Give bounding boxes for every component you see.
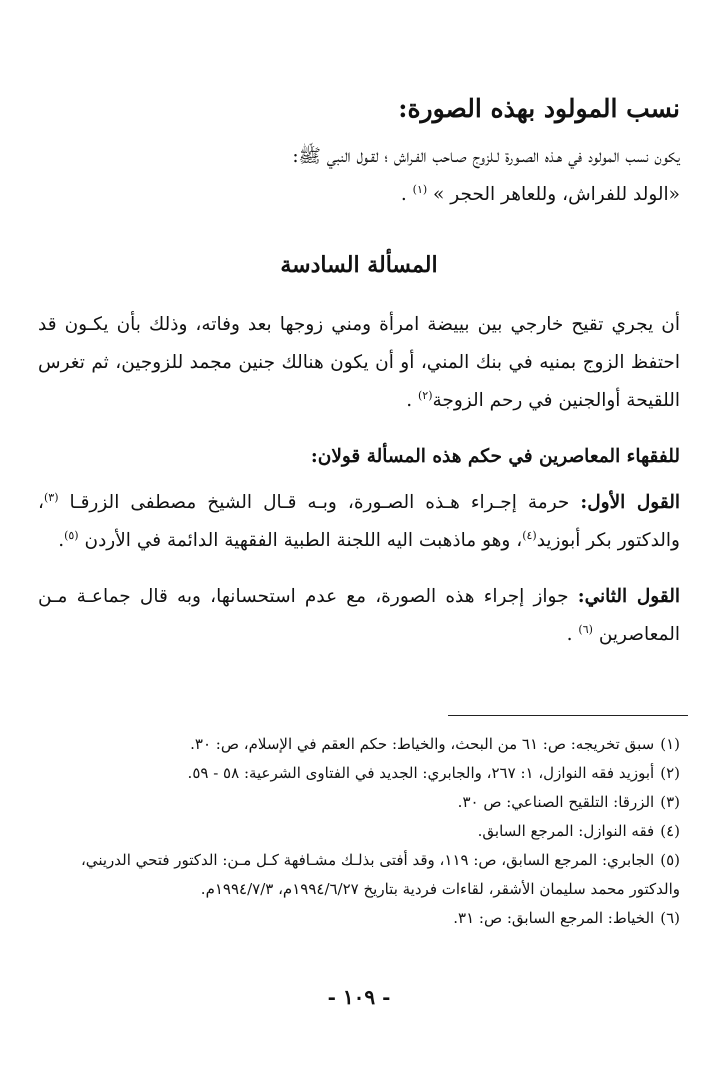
footnote-number: (١) bbox=[660, 735, 680, 753]
footnote-number: (٥) bbox=[660, 851, 680, 869]
footnote-text: الخياط: المرجع السابق: ص: ٣١. bbox=[453, 909, 655, 927]
footnote-5 bbox=[38, 846, 680, 904]
footnote-ref-4: (٤) bbox=[522, 528, 537, 542]
opinion-1-text-a: حرمة إجـراء هـذه الصـورة، وبـه قـال الشيخ مصطفى الزرقـا bbox=[69, 492, 570, 513]
paragraph-1 bbox=[38, 138, 680, 214]
opinion-1-text-b: ، والدكتور بكر أبوزيد bbox=[38, 492, 680, 551]
paragraph-2-body bbox=[38, 306, 680, 420]
footnote-number: (٣) bbox=[660, 793, 680, 811]
section-title: المسألة السادسة bbox=[280, 252, 438, 278]
opinion-2-body bbox=[38, 578, 680, 654]
footnote-text: أبوزيد فقه النوازل، ١: ٢٦٧، والجابري: الجديد في الفتاوى الشرعية: ٥٨ - ٥٩. bbox=[187, 764, 655, 782]
footnote-ref-5: (٥) bbox=[64, 528, 79, 542]
footnote-6 bbox=[38, 904, 680, 933]
paragraph-1-line-1: يكون نسب المولود في هـذه الصـورة لـلزوج صـاحب الفـراش ؛ لقـول النبي ﷺ: bbox=[292, 146, 680, 167]
paragraph-2 bbox=[38, 306, 680, 420]
footnote-2 bbox=[38, 759, 680, 788]
heading-text: نسب المولود بهذه الصورة: bbox=[398, 94, 680, 123]
period: . bbox=[58, 530, 65, 551]
footnote-ref-2: (٢) bbox=[418, 388, 433, 402]
opinion-2-text: جواز إجراء هذه الصورة، مع عدم استحسانها، وبه قال جماعـة مـن المعاصرين bbox=[38, 586, 680, 645]
paragraph-1-line-2 bbox=[38, 176, 680, 214]
hadith-quote: «الولد للفراش، وللعاهر الحجر » bbox=[433, 184, 680, 205]
footnote-text: سبق تخريجه: ص: ٦١ من البحث، والخياط: حكم العقم في الإسلام، ص: ٣٠. bbox=[190, 735, 655, 753]
subheading bbox=[38, 438, 680, 476]
footnote-number: (٤) bbox=[660, 822, 680, 840]
footnote-text: فقه النوازل: المرجع السابق. bbox=[477, 822, 655, 840]
footnote-text: الجابري: المرجع السابق، ص: ١١٩، وقد أفتى بذلـك مشـافهة كـل مـن: الدكتور فتحي الدريني، والدكتور محمد سليمان الأشقر، لقاءات فردية بتاريخ ١٩٩٤/٦/٢٧م، ١٩٩٤/٧/٣م. bbox=[80, 851, 680, 898]
footnote-ref-1: (١) bbox=[412, 182, 428, 196]
footnote-4 bbox=[38, 817, 680, 846]
opinion-2-label: القول الثاني: bbox=[577, 586, 680, 607]
subheading-text: للفقهاء المعاصرين في حكم هذه المسألة قولان: bbox=[310, 446, 680, 467]
paragraph-2-text: أن يجري تقيح خارجي بين بييضة امرأة ومني زوجها بعد وفاته، وذلك بأن يكـون قد احتفظ الزوج بمنيه في بنك المني، أو أن يكون هنالك جنين مجمد للزوجين، ثم تغرس اللقيحة أوالجنين في رحم الزوجة bbox=[38, 314, 680, 411]
footnote-1 bbox=[38, 730, 680, 759]
section-heading bbox=[38, 92, 680, 126]
footnote-text: الزرقا: التلقيح الصناعي: ص ٣٠. bbox=[457, 793, 655, 811]
footnote-number: (٢) bbox=[660, 764, 680, 782]
footnote-ref-3: (٣) bbox=[43, 490, 59, 504]
footnote-3 bbox=[38, 788, 680, 817]
opinion-1-text-c: ، وهو ماذهبت اليه اللجنة الطبية الفقهية الدائمة في الأردن bbox=[84, 530, 523, 551]
period: . bbox=[400, 184, 407, 205]
footnote-separator bbox=[448, 715, 688, 716]
footnote-number: (٦) bbox=[660, 909, 680, 927]
footnotes bbox=[38, 730, 680, 933]
period: . bbox=[566, 624, 573, 645]
opinion-1-body bbox=[38, 484, 680, 560]
opinion-1-label: القول الأول: bbox=[580, 492, 680, 513]
footnote-ref-6: (٦) bbox=[578, 622, 593, 636]
period: . bbox=[406, 390, 413, 411]
opinion-1 bbox=[38, 484, 680, 560]
opinion-2 bbox=[38, 578, 680, 654]
page-number: - ١٠٩ - bbox=[327, 985, 391, 1009]
